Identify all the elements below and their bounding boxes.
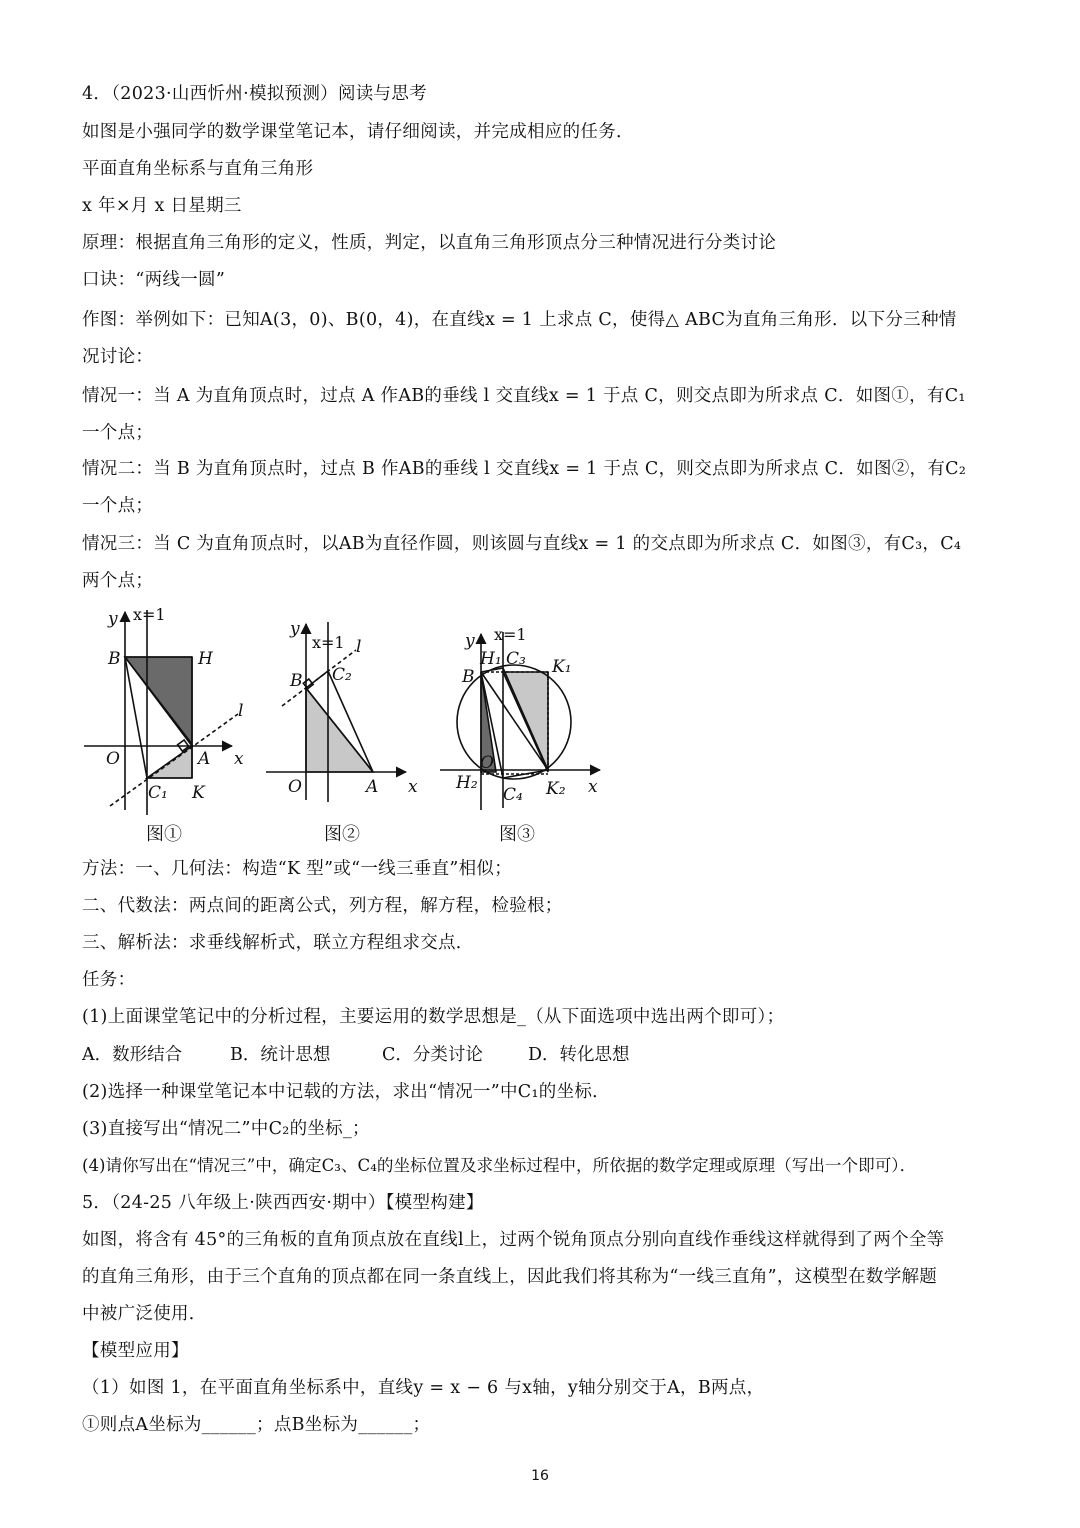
method-line-3: 三、解析法：求垂线解析式，联立方程组求交点．	[82, 933, 474, 953]
option-b: B．统计思想	[230, 1045, 331, 1065]
problem5-para-2: 的直角三角形，由于三个直角的顶点都在同一条直线上，因此我们将其称为“一线三直角”，这模型在数学解题	[82, 1267, 938, 1287]
fig3-label-x1: x=1	[494, 625, 527, 644]
fig3-label-C4: C₄	[503, 785, 523, 805]
task-1: (1)上面课堂笔记中的分析过程，主要运用的数学思想是_（从下面选项中选出两个即可）；	[82, 1007, 785, 1027]
fig1-label-A: A	[198, 749, 211, 769]
construction-line-1: 作图：举例如下：已知A(3，0)、B(0，4)，在直线x = 1 上求点 C，使得△ ABC为直角三角形．以下分三种情	[82, 310, 957, 330]
fig1-label-x: x	[234, 749, 244, 769]
problem5-question-1-sub: ①则点A坐标为______；点B坐标为______；	[82, 1415, 431, 1435]
fig3-label-H1: H₁	[480, 649, 502, 669]
fig3-shaded-right	[503, 672, 548, 772]
fig3-label-K2: K₂	[546, 779, 566, 799]
option-a: A．数形结合	[82, 1045, 183, 1065]
fig1-label-y: y	[108, 609, 118, 629]
fig1-label-K: K	[192, 783, 205, 803]
figure-1-caption: 图①	[146, 824, 182, 845]
fig3-label-K1: K₁	[552, 657, 572, 677]
case3-line-2: 两个点；	[82, 571, 154, 591]
fig2-label-x: x	[408, 777, 418, 797]
method-line-1: 方法：一、几何法：构造“K 型”或“一线三垂直”相似；	[82, 859, 513, 879]
fig3-label-O: O	[480, 753, 494, 773]
fig1-label-l: l	[238, 701, 244, 721]
fig3-label-x: x	[588, 777, 598, 797]
mnemonic: 口诀：“两线一圆”	[82, 270, 226, 290]
fig1-label-x1: x=1	[133, 605, 166, 624]
fig1-label-O: O	[106, 749, 120, 769]
fig1-label-B: B	[108, 649, 121, 669]
page-number: 16	[531, 1468, 549, 1484]
figure-2	[266, 619, 418, 802]
fig2-label-A: A	[366, 777, 379, 797]
fig3-label-H2: H₂	[456, 773, 478, 793]
case2-line-1: 情况二：当 B 为直角顶点时，过点 B 作AB的垂线 l 交直线x = 1 于点 C，则交点即为所求点 C．如图②，有C₂	[82, 459, 967, 479]
fig1-label-H: H	[198, 649, 213, 669]
figure-3-caption: 图③	[499, 824, 535, 845]
task-3: (3)直接写出“情况二”中C₂的坐标_；	[82, 1119, 370, 1139]
figure-3	[440, 625, 600, 810]
fig2-label-C2: C₂	[332, 665, 352, 685]
option-c: C．分类讨论	[382, 1045, 483, 1065]
fig3-label-C3: C₃	[506, 649, 526, 669]
fig2-right-angle-mark	[303, 679, 313, 689]
option-d: D．转化思想	[528, 1045, 630, 1065]
note-date: x 年×月 x 日星期三	[82, 196, 242, 216]
problem5-para-1: 如图，将含有 45°的三角板的直角顶点放在直线l上，过两个锐角顶点分别向直线作垂线这样就得到了两个全等	[82, 1230, 945, 1250]
fig3-label-B: B	[462, 667, 475, 687]
fig2-label-x1: x=1	[312, 633, 345, 652]
problem5-header: 5．（24-25 八年级上·陕西西安·期中）【模型构建】	[82, 1193, 484, 1213]
problem4-header: 4．（2023·山西忻州·模拟预测）阅读与思考	[82, 84, 427, 104]
case2-line-2: 一个点；	[82, 496, 154, 516]
fig2-label-l: l	[356, 637, 362, 657]
method-line-2: 二、代数法：两点间的距离公式，列方程，解方程，检验根；	[82, 896, 563, 916]
figures	[0, 600, 1080, 815]
fig2-label-y: y	[290, 619, 300, 639]
fig3-label-y: y	[465, 631, 475, 651]
problem5-para-3: 中被广泛使用．	[82, 1304, 207, 1324]
figure-1	[84, 605, 244, 815]
case1-line-1: 情况一：当 A 为直角顶点时，过点 A 作AB的垂线 l 交直线x = 1 于点 C，则交点即为所求点 C．如图①，有C₁	[82, 386, 966, 406]
fig2-label-O: O	[288, 777, 302, 797]
problem4-intro: 如图是小强同学的数学课堂笔记本，请仔细阅读，并完成相应的任务．	[82, 122, 634, 142]
principle: 原理：根据直角三角形的定义，性质，判定，以直角三角形顶点分三种情况进行分类讨论	[82, 233, 777, 253]
task-label: 任务：	[82, 970, 136, 990]
note-title: 平面直角坐标系与直角三角形	[82, 159, 314, 179]
model-application-heading: 【模型应用】	[82, 1341, 189, 1361]
problem5-question-1: （1）如图 1，在平面直角坐标系中，直线y = x − 6 与x轴，y轴分别交于A，B两点，	[82, 1378, 765, 1398]
task-2: (2)选择一种课堂笔记本中记载的方法，求出“情况一”中C₁的坐标．	[82, 1082, 610, 1102]
case1-line-2: 一个点；	[82, 423, 154, 443]
construction-line-2: 况讨论：	[82, 347, 154, 367]
task-4: (4)请你写出在“情况三”中，确定C₃、C₄的坐标位置及求坐标过程中，所依据的数学定理或原理（写出一个即可）．	[82, 1156, 917, 1175]
fig2-label-B: B	[290, 671, 303, 691]
figure-2-caption: 图②	[324, 824, 360, 845]
fig1-label-C1: C₁	[148, 783, 168, 803]
fig1-shaded-light	[147, 746, 192, 778]
fig1-line-l	[110, 714, 238, 806]
case3-line-1: 情况三：当 C 为直角顶点时，以AB为直径作圆，则该圆与直线x = 1 的交点即为所求点 C．如图③，有C₃，C₄	[82, 534, 962, 554]
